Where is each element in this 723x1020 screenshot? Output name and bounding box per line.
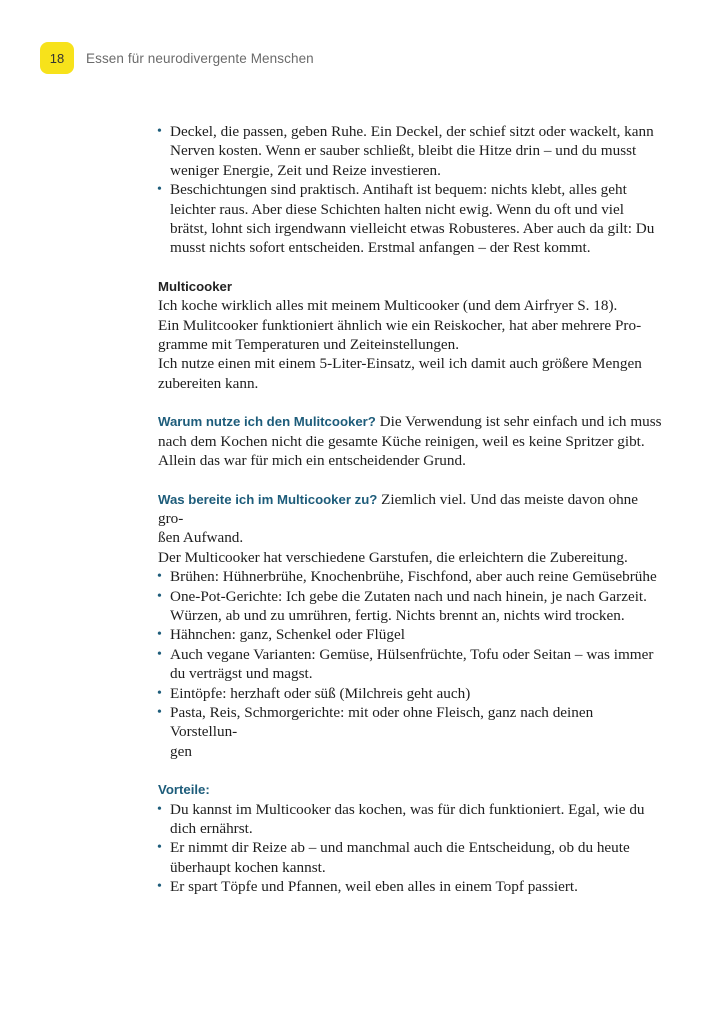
bullet-icon: • bbox=[157, 840, 162, 856]
line: Nerven kosten. Wenn er sauber schließt, bleibt die Hitze drin – und du musst bbox=[170, 142, 637, 160]
bullet-icon: • bbox=[157, 588, 162, 604]
advantages-section bbox=[158, 780, 663, 799]
what-question: Was bereite ich im Multicooker zu? bbox=[158, 491, 378, 507]
line: Eintöpfe: herzhaft oder süß (Milchreis geht auch) bbox=[170, 684, 471, 702]
line: Brühen: Hühnerbrühe, Knochenbrühe, Fischfond, aber auch reine Gemüsebrühe bbox=[170, 568, 657, 586]
line: überhaupt kochen kannst. bbox=[170, 858, 326, 876]
advantages-heading: Vorteile: bbox=[158, 782, 210, 798]
line: One-Pot-Gerichte: Ich gebe die Zutaten nach und nach hinein, je nach Garzeit. bbox=[170, 587, 647, 605]
line: weniger Energie, Zeit und Reize investieren. bbox=[170, 161, 441, 179]
bullet-icon: • bbox=[157, 704, 162, 720]
line: Hähnchen: ganz, Schenkel oder Flügel bbox=[170, 626, 405, 644]
advantages-bullet-list bbox=[158, 800, 663, 897]
list-item bbox=[158, 122, 663, 180]
line: Deckel, die passen, geben Ruhe. Ein Deckel, der schief sitzt oder wackelt, kann bbox=[170, 123, 654, 140]
multicooker-section bbox=[158, 277, 663, 393]
list-item bbox=[158, 838, 663, 877]
list-item bbox=[158, 703, 663, 761]
line: Ein Mulitcooker funktioniert ähnlich wie ein Reiskocher, hat aber mehrere Pro- bbox=[158, 316, 642, 334]
line: Pasta, Reis, Schmorgerichte: mit oder ohne Fleisch, ganz nach deinen Vorstellun- bbox=[170, 703, 594, 741]
running-header bbox=[40, 42, 314, 74]
line: Ziemlich viel. Und das meiste davon ohne gro- bbox=[158, 490, 639, 527]
line: Er spart Töpfe und Pfannen, weil eben alles in einem Topf passiert. bbox=[170, 878, 578, 896]
what-bullet-list bbox=[158, 567, 663, 761]
line: Ich nutze einen mit einem 5-Liter-Einsatz, weil ich damit auch größere Mengen bbox=[158, 355, 642, 373]
line: Würzen, ab und zu umrühren, fertig. Nichts brennt an, nichts wird trocken. bbox=[170, 606, 625, 624]
bullet-icon: • bbox=[157, 124, 162, 139]
list-item bbox=[158, 625, 663, 644]
list-item bbox=[158, 684, 663, 703]
body-text bbox=[158, 122, 663, 897]
line: Beschichtungen sind praktisch. Antihaft ist bequem: nichts klebt, alles geht bbox=[170, 181, 627, 199]
line: Auch vegane Varianten: Gemüse, Hülsenfrüchte, Tofu oder Seitan – was immer bbox=[170, 645, 654, 663]
bullet-icon: • bbox=[157, 685, 162, 701]
bullet-icon: • bbox=[157, 569, 162, 585]
list-item bbox=[158, 800, 663, 839]
line: ßen Aufwand. bbox=[158, 529, 244, 547]
line: gramme mit Temperaturen und Zeiteinstellungen. bbox=[158, 336, 460, 354]
line: musst nichts sofort entscheiden. Erstmal anfangen – der Rest kommt. bbox=[170, 239, 591, 257]
line: du verträgst und magst. bbox=[170, 665, 313, 683]
bullet-icon: • bbox=[157, 627, 162, 643]
bullet-icon: • bbox=[157, 182, 162, 198]
list-item bbox=[158, 180, 663, 258]
line: Allein das war für mich ein entscheidender Grund. bbox=[158, 452, 466, 470]
line: nach dem Kochen nicht die gesamte Küche reinigen, weil es keine Spritzer gibt. bbox=[158, 432, 645, 450]
what-section bbox=[158, 490, 663, 568]
line: Du kannst im Multicooker das kochen, was für dich funktioniert. Egal, wie du bbox=[170, 800, 645, 818]
line: brätst, lohnt sich irgendwann vielleicht etwas Robusteres. Aber auch da gilt: Du bbox=[170, 220, 655, 238]
line: gen bbox=[170, 742, 192, 760]
line: leichter raus. Aber diese Schichten halten nicht ewig. Wenn du oft und viel bbox=[170, 200, 624, 218]
list-item bbox=[158, 877, 663, 896]
multicooker-heading: Multicooker bbox=[158, 278, 233, 294]
intro-bullet-list bbox=[158, 122, 663, 258]
bullet-icon: • bbox=[157, 879, 162, 895]
why-question: Warum nutze ich den Mulitcooker? bbox=[158, 414, 376, 430]
bullet-icon: • bbox=[157, 801, 162, 817]
running-title: Essen für neurodivergente Menschen bbox=[86, 50, 314, 66]
list-item bbox=[158, 645, 663, 684]
list-item bbox=[158, 567, 663, 586]
line: Er nimmt dir Reize ab – und manchmal auch die Entscheidung, ob du heute bbox=[170, 839, 630, 857]
bullet-icon: • bbox=[157, 646, 162, 662]
line: Die Verwendung ist sehr einfach und ich muss bbox=[375, 413, 662, 431]
list-item bbox=[158, 587, 663, 626]
why-section bbox=[158, 412, 663, 470]
page-number-badge: 18 bbox=[40, 42, 74, 74]
line: zubereiten kann. bbox=[158, 374, 259, 392]
line: dich ernährst. bbox=[170, 820, 253, 837]
line: Ich koche wirklich alles mit meinem Multicooker (und dem Airfryer S. 18). bbox=[158, 297, 618, 315]
line: Der Multicooker hat verschiedene Garstufen, die erleichtern die Zubereitung. bbox=[158, 548, 628, 566]
